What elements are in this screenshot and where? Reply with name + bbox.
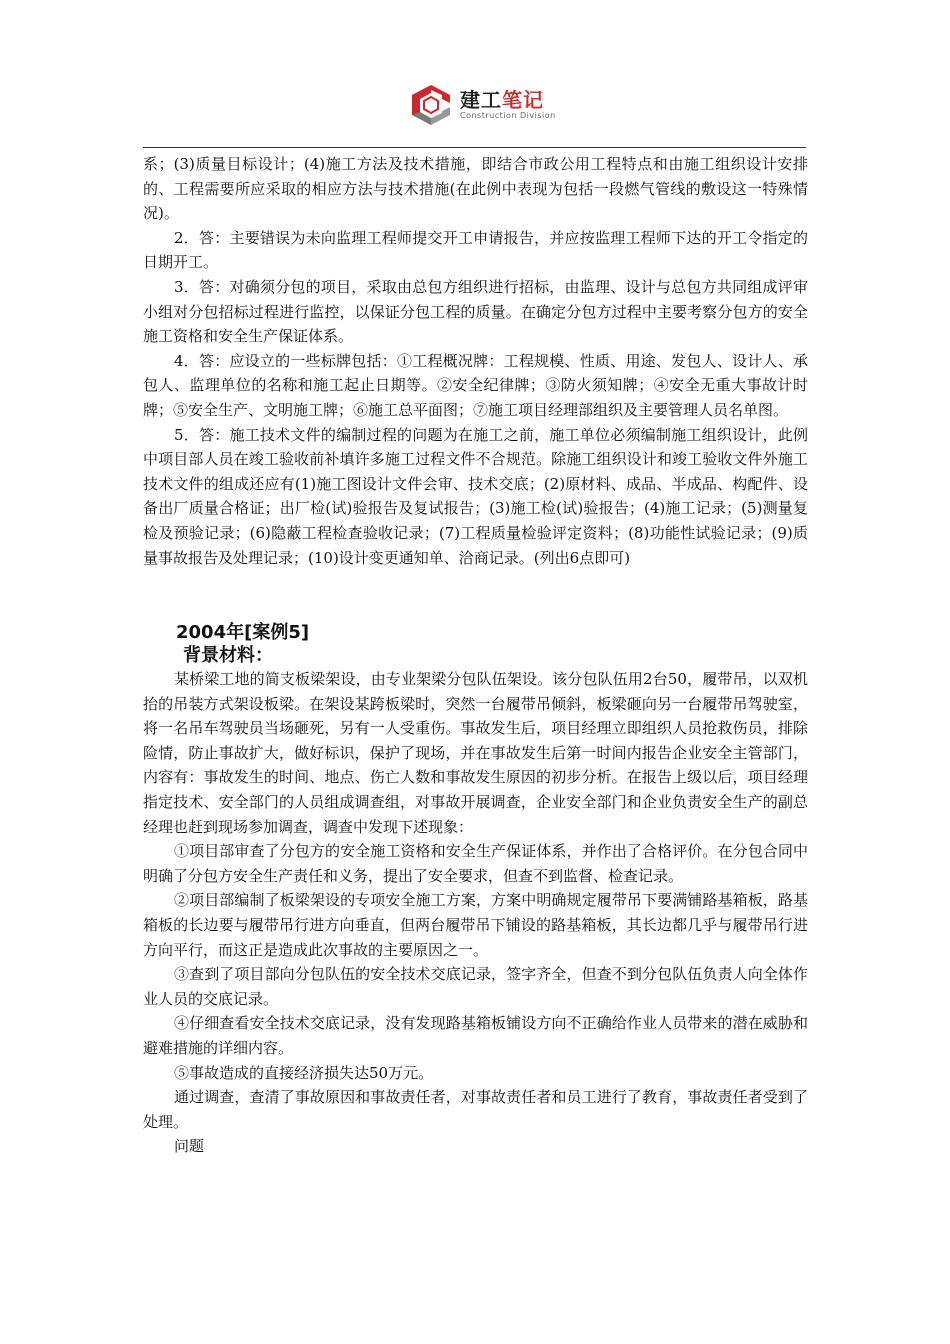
header-divider (143, 147, 806, 148)
finding-3: ③查到了项目部向分包队伍的安全技术交底记录，签字齐全，但查不到分包队伍负责人向全体作业人员的交底记录。 (143, 965, 808, 1008)
questions-heading: 问题 (174, 1137, 205, 1156)
logo-title-part2: 笔记 (502, 88, 544, 112)
finding-2: ②项目部编制了板梁架设的专项安全施工方案，方案中明确规定履带吊下要满铺路基箱板，路基箱板的长边要与履带吊行进方向垂直，但两台履带吊下铺设的路基箱板，其长边都几乎与履带吊行进方向平行，而这正是造成此次事故的主要原因之一。 (143, 891, 808, 959)
finding-5: ⑤事故造成的直接经济损失达50万元。 (174, 1063, 434, 1082)
case-title: 2004年[案例5] (176, 622, 310, 644)
logo-title-part1: 建工 (460, 88, 502, 112)
logo-mark-icon (408, 83, 454, 127)
background-heading: 背景材料： (183, 645, 273, 667)
logo-subtitle: Construction Division (460, 111, 556, 120)
section-spacer (143, 570, 808, 622)
case-paragraph: 某桥梁工地的简支板梁架设，由专业架梁分包队伍架设。该分包队伍用2台50，履带吊，以双机抬的吊装方式架设板梁。在架设某跨板梁时，突然一台履带吊倾斜，板梁砸向另一台履带吊驾驶室，将一名吊车驾驶员当场砸死，另有一人受重伤。事故发生后，项目经理立即组织人员抢救伤员，排除险情，防止事故扩大，做好标识，保护了现场，并在事故发生后第一时间内报告企业安全主管部门，内容有：事故发生的时间、地点、伤亡人数和事故发生原因的初步分析。在报告上级以后，项目经理指定技术、安全部门的人员组成调查组，对事故开展调查，企业安全部门和企业负责安全生产的副总经理也赶到现场参加调查，调查中发现下述现象： (143, 670, 808, 836)
finding-1: ①项目部审查了分包方的安全施工资格和安全生产保证体系，并作出了合格评价。在分包合同中明确了分包方安全生产责任和义务，提出了安全要求，但查不到监督、检查记录。 (143, 842, 808, 885)
answer-4: 4．答：应设立的一些标牌包括：①工程概况牌：工程规模、性质、用途、发包人、设计人、承包人、监理单位的名称和施工起止日期等。②安全纪律牌；③防火须知牌；④安全无重大事故计时牌；⑤安全生产、文明施工牌；⑥施工总平面图；⑦施工项目经理部组织及主要管理人员名单图。 (143, 351, 808, 419)
answer-3: 3．答：对确须分包的项目，采取由总包方组织进行招标，由监理、设计与总包方共同组成评审小组对分包招标过程进行监控，以保证分包工程的质量。在确定分包方过程中主要考察分包方的安全施工资格和安全生产保证体系。 (143, 277, 808, 346)
paragraph-continued: 系；(3)质量目标设计；(4)施工方法及技术措施，即结合市政公用工程特点和由施工组织设计安排的、工程需要所应采取的相应方法与技术措施(在此例中表现为包括一段燃气管线的敷设这一特殊情况)。 (143, 155, 808, 223)
answer-5: 5．答：施工技术文件的编制过程的问题为在施工之前，施工单位必须编制施工组织设计，此例中项目部人员在竣工验收前补填许多施工过程文件不合规范。除施工组织设计和竣工验收文件外施工技术文件的组成还应有(1)施工图设计文件会审、技术交底；(2)原材料、成品、半成品、构配件、设备出厂质量合格证；出厂检(试)验报告及复试报告；(3)施工检(试)验报告；(4)施工记录；(5)测量复检及预验记录；(6)隐蔽工程检查验收记录；(7)工程质量检验评定资料；(8)功能性试验记录；(9)质量事故报告及处理记录；(10)设计变更通知单、洽商记录。(列出6点即可) (143, 425, 808, 567)
finding-4: ④仔细查看安全技术交底记录，没有发现路基箱板铺设方向不正确给作业人员带来的潜在威胁和避难措施的详细内容。 (143, 1014, 808, 1057)
case-conclusion: 通过调查，查清了事故原因和事故责任者，对事故责任者和员工进行了教育，事故责任者受到了处理。 (143, 1088, 808, 1131)
logo-title (460, 89, 556, 111)
logo (408, 80, 556, 130)
document-body (143, 152, 808, 1159)
logo-text (460, 89, 556, 121)
answer-2: 2．答：主要错误为未向监理工程师提交开工申请报告，并应按监理工程师下达的开工令指定的日期开工。 (143, 228, 808, 272)
